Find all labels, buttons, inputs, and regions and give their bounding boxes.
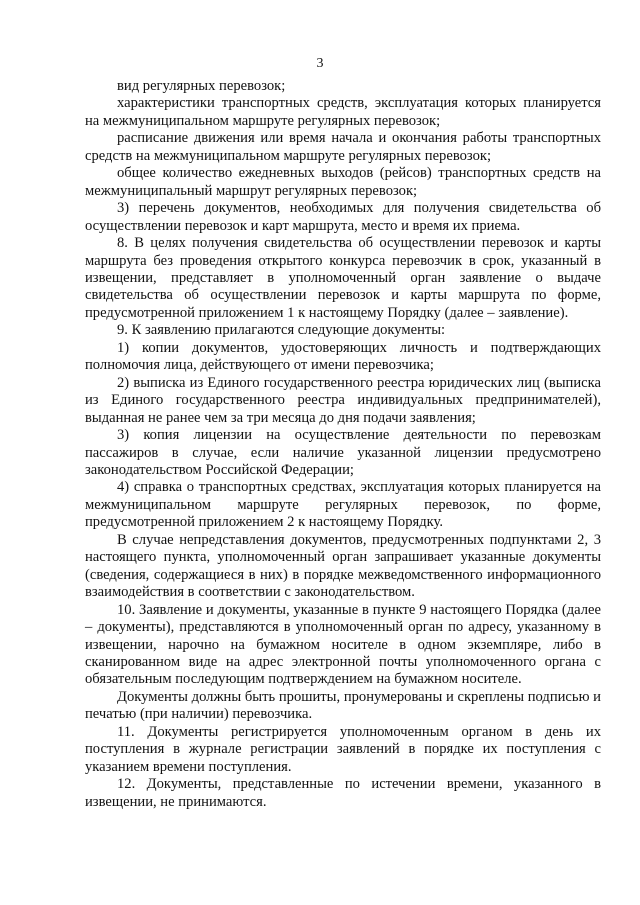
paragraph: характеристики транспортных средств, эксплуатация которых планируется на межмуниципальном маршруте регулярных перевозок; bbox=[85, 95, 601, 129]
paragraph: Документы должны быть прошиты, пронумерованы и скреплены подписью и печатью (при наличии) перевозчика. bbox=[85, 688, 601, 723]
paragraph: общее количество ежедневных выходов (рейсов) транспортных средств на межмуниципальный маршрут регулярных перевозок; bbox=[85, 165, 601, 199]
paragraph: 8. В целях получения свидетельства об осуществлении перевозок и карты маршрута без проведения открытого конкурса перевозчик в срок, указанный в извещении, представляет в уполномоченный орган заявление о выдаче свидетельства об осуществлении перевозок и карты маршрута по форме, предусмотренной приложением 1 к настоящему Порядку (далее – заявление). bbox=[85, 235, 601, 321]
paragraph: 10. Заявление и документы, указанные в пункте 9 настоящего Порядка (далее – документы), представляются в уполномоченный орган по адресу, указанному в извещении, нарочно на бумажном носителе в одном экземпляре, либо в сканированном виде на адрес электронной почты уполномоченного органа с обязательным последующим подтверждением на бумажном носителе. bbox=[85, 601, 601, 688]
paragraph: 9. К заявлению прилагаются следующие документы: bbox=[117, 322, 446, 339]
paragraph: расписание движения или время начала и окончания работы транспортных средств на межмуниципальном маршруте регулярных перевозок; bbox=[85, 130, 601, 164]
paragraph: 11. Документы регистрируется уполномоченным органом в день их поступления в журнале регистрации заявлений в порядке их поступления с указанием времени поступления. bbox=[85, 723, 601, 775]
paragraph: 12. Документы, представленные по истечении времени, указанного в извещении, не принимаются. bbox=[85, 776, 601, 810]
paragraph: вид регулярных перевозок; bbox=[117, 78, 286, 94]
paragraph: 3) перечень документов, необходимых для получения свидетельства об осуществлении перевозок и карт маршрута, место и время их приема. bbox=[85, 200, 601, 234]
paragraph: 2) выписка из Единого государственного реестра юридических лиц (выписка из Единого государственного реестра индивидуальных предпринимателей), выданная не ранее чем за три месяца до дня подачи заявления; bbox=[85, 374, 601, 426]
paragraph: 3) копия лицензии на осуществление деятельности по перевозкам пассажиров в случае, если наличие указанной лицензии предусмотрено законодательством Российской Федерации; bbox=[85, 427, 601, 478]
page-number: 3 bbox=[316, 56, 324, 71]
document-body bbox=[85, 78, 601, 811]
paragraph: 1) копии документов, удостоверяющих личность и подтверждающих полномочия лица, действующего от имени перевозчика; bbox=[85, 339, 601, 374]
paragraph: 4) справка о транспортных средствах, эксплуатация которых планируется на межмуниципальном маршруте регулярных перевозок, по форме, предусмотренной приложением 2 к настоящему Порядку. bbox=[85, 479, 601, 531]
paragraph: В случае непредставления документов, предусмотренных подпунктами 2, 3 настоящего пункта, уполномоченный орган запрашивает указанные документы (сведения, содержащиеся в них) в порядке межведомственного информационного взаимодействия в соответствии с законодательством. bbox=[85, 531, 601, 601]
